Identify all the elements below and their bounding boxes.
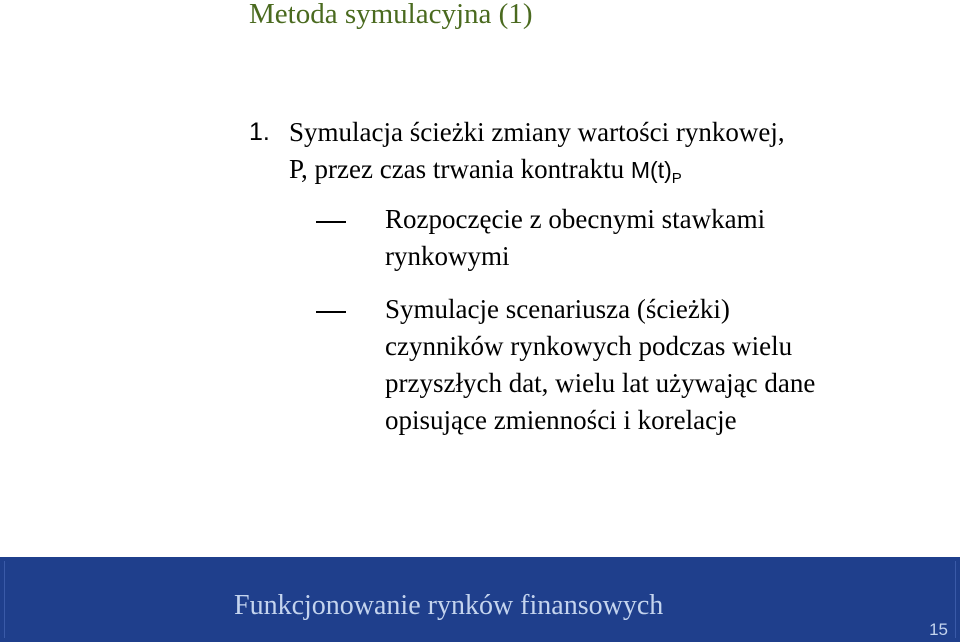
sub-item-line: przyszłych dat, wielu lat używając dane — [385, 368, 816, 398]
formula: M(t) — [630, 157, 672, 183]
footer-title: Funkcjonowanie rynków finansowych — [234, 590, 664, 621]
sub-item-line: czynników rynkowych podczas wielu — [385, 331, 793, 361]
list-item-line — [289, 151, 929, 197]
list-number: 1. — [249, 118, 270, 146]
dash-bullet — [316, 221, 346, 223]
list-item — [249, 114, 929, 197]
sub-item-line: rynkowymi — [385, 241, 510, 271]
formula-subscript: P — [671, 170, 682, 187]
page-number: 15 — [929, 620, 948, 639]
sub-item-line: opisujące zmienności i korelacje — [385, 405, 737, 435]
footer-bar — [0, 557, 960, 642]
sub-item-line: Symulacje scenariusza (ścieżki) — [385, 294, 730, 324]
list-item-line: Symulacja ścieżki zmiany wartości rynkowej, — [289, 117, 785, 147]
sub-item — [385, 291, 915, 439]
sub-item-line: Rozpoczęcie z obecnymi stawkami — [385, 204, 766, 234]
sub-item — [385, 201, 915, 275]
dash-bullet — [316, 311, 346, 313]
list-item-line-text: P, przez czas trwania kontraktu — [289, 154, 631, 184]
slide-title: Metoda symulacyjna (1) — [249, 0, 533, 30]
